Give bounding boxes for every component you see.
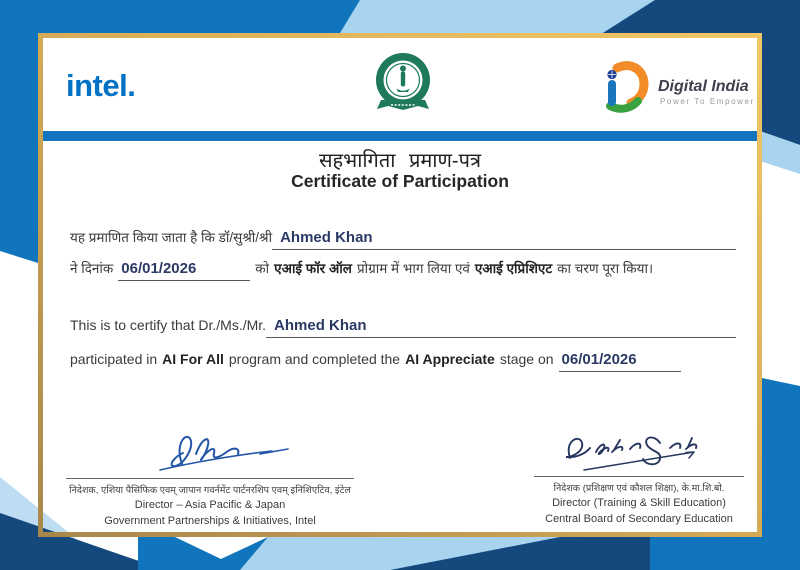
cbse-director-title-line2: Central Board of Secondary Education — [545, 513, 733, 525]
hindi-program-line — [70, 259, 736, 281]
date-value-english: 06/01/2026 — [559, 351, 681, 372]
signature-block-cbse — [534, 430, 744, 526]
cbse-director-title-hindi: निदेशक (प्रशिक्षण एवं कौशल शिक्षा), के.मा.शि.बो. — [553, 483, 725, 494]
recipient-name-hindi: Ahmed Khan — [272, 229, 736, 250]
certificate-title-hindi: सहभागिता प्रमाण-पत्र — [319, 150, 481, 172]
signature-rule-right — [534, 476, 744, 477]
program-name: AI For All — [162, 351, 224, 367]
cbse-logo-icon — [371, 50, 435, 116]
cbse-director-signature-icon — [544, 430, 734, 474]
english-program-line — [70, 351, 736, 372]
intel-director-title-line1: Director – Asia Pacific & Japan — [134, 499, 286, 511]
date-value-hindi: 06/01/2026 — [118, 260, 250, 281]
intel-director-signature-icon — [120, 428, 300, 476]
signature-rule-left — [66, 478, 354, 479]
digital-india-logo — [598, 60, 755, 114]
hindi-stage-name: एआई एप्रिशिएट — [474, 261, 553, 276]
digital-india-title: Digital India — [658, 78, 749, 95]
cbse-director-title-line1: Director (Training & Skill Education) — [552, 497, 726, 509]
english-stage-on: stage on — [499, 351, 554, 367]
hindi-certify-line — [70, 228, 736, 250]
certificate-title-english: Certificate of Participation — [291, 171, 509, 191]
top-band-light — [340, 0, 655, 33]
hindi-certify-prefix: यह प्रमाणित किया जाता है कि डॉ/सुश्री/श्री — [70, 230, 273, 245]
digital-india-text — [658, 78, 755, 106]
hindi-date-prefix: ने दिनांक — [70, 261, 114, 276]
intel-logo: intel. — [66, 68, 136, 103]
bottom-band-blue-right — [650, 537, 800, 570]
stage-name: AI Appreciate — [405, 351, 495, 367]
digital-india-tagline: Power To Empower — [660, 97, 755, 106]
left-band — [0, 0, 38, 263]
hindi-program-name: एआई फॉर ऑल — [274, 261, 352, 276]
hindi-mid-text: प्रोग्राम में भाग लिया एवं — [356, 261, 470, 276]
intel-director-title-hindi: निदेशक, एशिया पैसिफिक एवम् जापान गवर्नमेंट पार्टनरशिप एवम् इनिशिएटिव, इंटेल — [69, 485, 351, 496]
signature-block-intel — [66, 428, 354, 528]
english-certify-prefix: This is to certify that Dr./Ms./Mr. — [70, 317, 267, 333]
hindi-suffix-text: का चरण पूरा किया। — [557, 261, 654, 276]
english-certify-line — [70, 317, 736, 338]
english-participated: participated in — [70, 351, 158, 367]
hindi-ko: को — [255, 261, 270, 276]
right-band-navy — [757, 33, 800, 145]
recipient-name-english: Ahmed Khan — [266, 317, 736, 338]
header-divider-bar — [43, 131, 757, 141]
intel-director-title-line2: Government Partnerships & Initiatives, Intel — [104, 515, 316, 527]
digital-india-icon — [598, 60, 652, 114]
english-mid-text: program and completed the — [228, 351, 401, 367]
